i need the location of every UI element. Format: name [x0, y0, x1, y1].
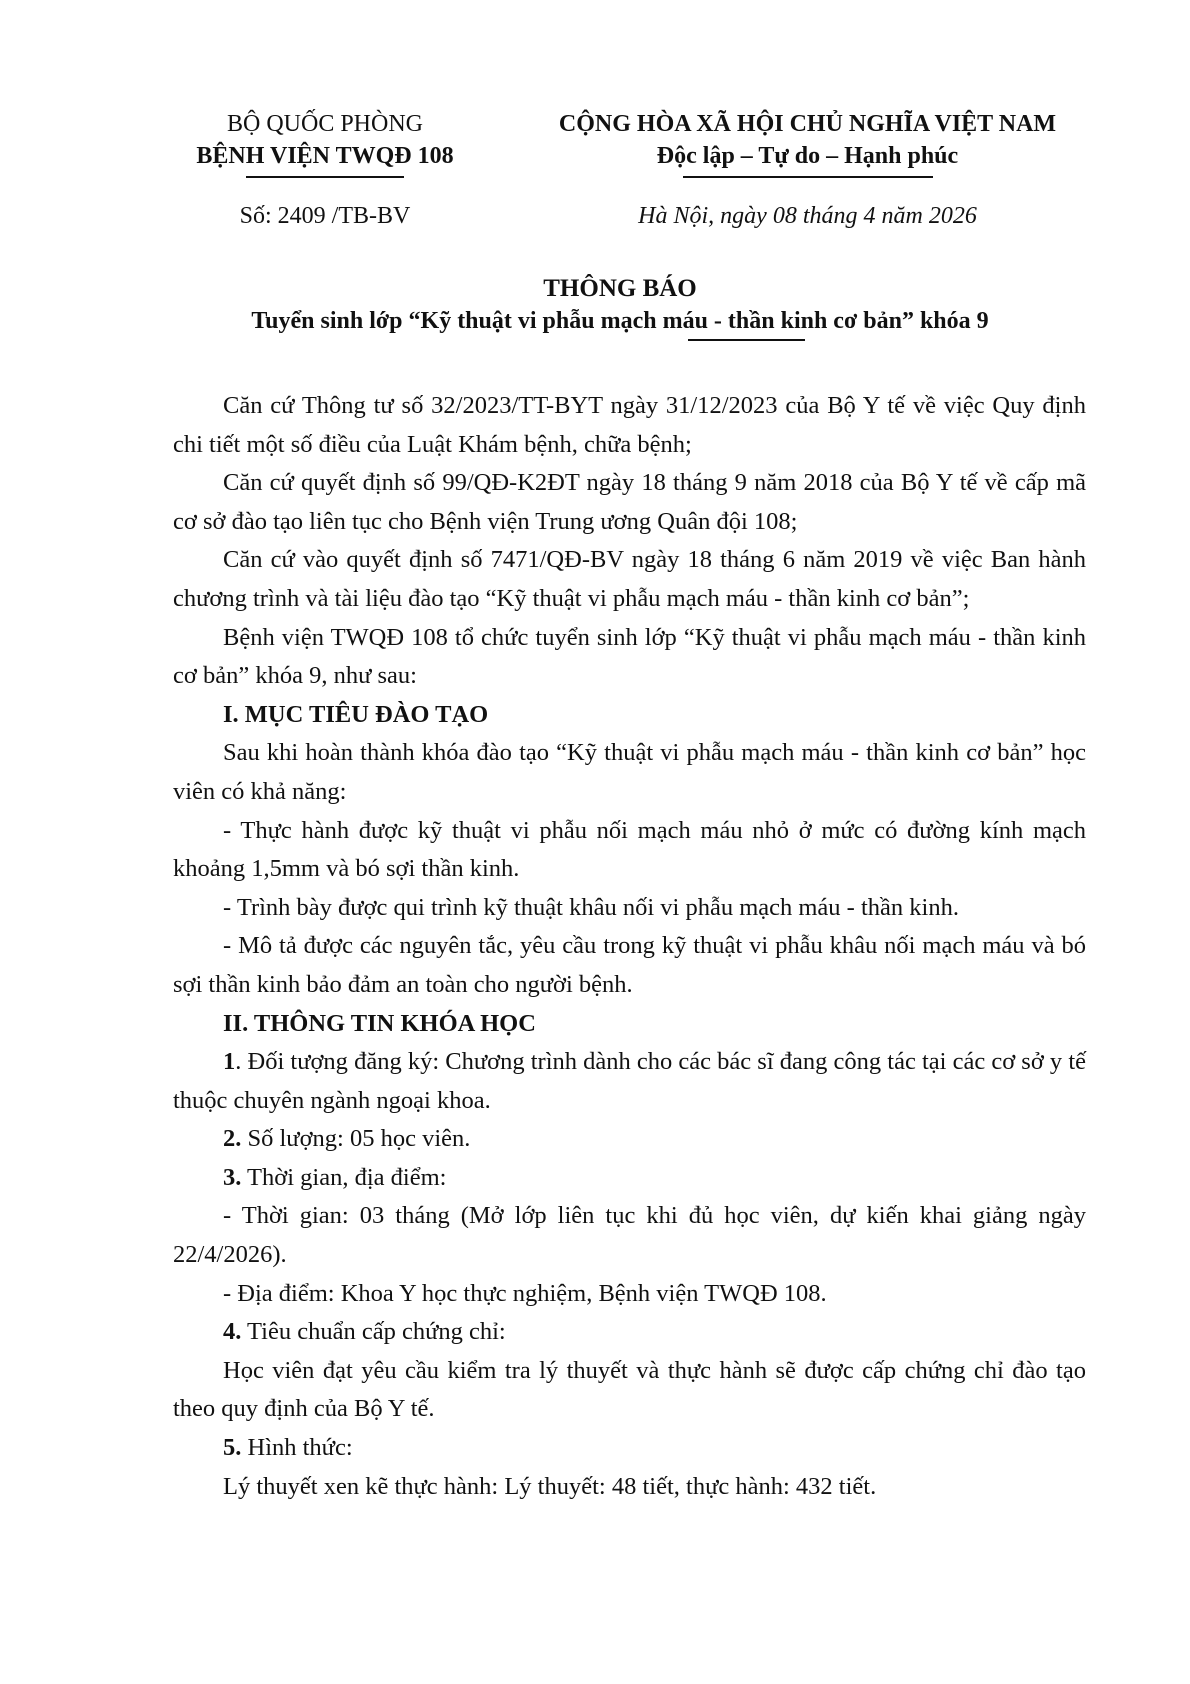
motto-underline	[683, 176, 933, 178]
document-number: Số: 2409 /TB-BV	[239, 203, 411, 229]
format-detail: Lý thuyết xen kẽ thực hành: Lý thuyết: 48 tiết, thực hành: 432 tiết.	[223, 1472, 877, 1500]
country-name: CỘNG HÒA XÃ HỘI CHỦ NGHĨA VIỆT NAM	[558, 111, 1057, 137]
title-underline	[688, 339, 805, 341]
basis-paragraph: Căn cứ Thông tư số 32/2023/TT-BYT ngày 31/12/2023 của Bộ Y tế về việc Quy định chi tiết một số điều của Luật Khám bệnh, chữa bệnh;	[173, 392, 1086, 458]
course-item-time-place	[173, 1159, 1086, 1198]
basis-paragraph: Bệnh viện TWQĐ 108 tổ chức tuyển sinh lớp “Kỹ thuật vi phẫu mạch máu - thần kinh cơ bản” khóa 9, như sau:	[173, 623, 1086, 690]
item-text: Thời gian, địa điểm:	[241, 1163, 447, 1191]
course-item-quantity	[173, 1120, 1086, 1159]
course-item-format	[173, 1429, 1086, 1468]
motto: Độc lập – Tự do – Hạnh phúc	[656, 143, 959, 169]
item-number: 2.	[223, 1125, 242, 1153]
objectives-intro: Sau khi hoàn thành khóa đào tạo “Kỹ thuật vi phẫu mạch máu - thần kinh cơ bản” học viên có khả năng:	[173, 739, 1086, 805]
item-text: Tiêu chuẩn cấp chứng chỉ:	[241, 1318, 506, 1346]
item-number: 5.	[223, 1434, 242, 1462]
national-header-block	[520, 108, 1095, 232]
objective-item: - Trình bày được qui trình kỹ thuật khâu nối vi phẫu mạch máu - thần kinh.	[223, 893, 959, 921]
item-text: Số lượng: 05 học viên.	[241, 1125, 471, 1153]
course-time: - Thời gian: 03 tháng (Mở lớp liên tục khi đủ học viên, dự kiến khai giảng ngày 22/4/2026).	[173, 1202, 1086, 1269]
basis-paragraph: Căn cứ vào quyết định số 7471/QĐ-BV ngày 18 tháng 6 năm 2019 về việc Ban hành chương trình và tài liệu đào tạo “Kỹ thuật vi phẫu mạch máu - thần kinh cơ bản”;	[173, 546, 1086, 612]
issuer-underline	[246, 176, 404, 178]
place-date: Hà Nội, ngày 08 tháng 4 năm 2026	[638, 203, 977, 229]
objective-item: - Mô tả được các nguyên tắc, yêu cầu trong kỹ thuật vi phẫu khâu nối mạch máu và bó sợi thần kinh bảo đảm an toàn cho người bệnh.	[173, 932, 1086, 998]
item-text: . Đối tượng đăng ký: Chương trình dành cho các bác sĩ đang công tác tại các cơ sở y tế thuộc chuyên ngành ngoại khoa.	[173, 1048, 1086, 1114]
issuer-block	[175, 108, 475, 232]
item-number: 1	[223, 1048, 236, 1076]
item-number: 3.	[223, 1163, 242, 1191]
document-subtitle: Tuyển sinh lớp “Kỹ thuật vi phẫu mạch máu - thần kinh cơ bản” khóa 9	[251, 308, 989, 334]
objective-item: - Thực hành được kỹ thuật vi phẫu nối mạch máu nhỏ ở mức có đường kính mạch khoảng 1,5mm và bó sợi thần kinh.	[173, 816, 1086, 883]
course-item-certificate	[173, 1313, 1086, 1352]
certificate-detail: Học viên đạt yêu cầu kiểm tra lý thuyết và thực hành sẽ được cấp chứng chỉ đào tạo theo quy định của Bộ Y tế.	[173, 1356, 1086, 1423]
document-body	[173, 387, 1086, 1506]
item-text: Hình thức:	[241, 1434, 353, 1462]
course-item-eligibility	[173, 1043, 1086, 1120]
hospital-name: BỆNH VIỆN TWQĐ 108	[196, 143, 454, 169]
section-heading-objectives: I. MỤC TIÊU ĐÀO TẠO	[223, 700, 489, 728]
basis-paragraph: Căn cứ quyết định số 99/QĐ-K2ĐT ngày 18 tháng 9 năm 2018 của Bộ Y tế về cấp mã cơ sở đào tạo liên tục cho Bệnh viện Trung ương Quân đội 108;	[173, 469, 1086, 535]
ministry-name: BỘ QUỐC PHÒNG	[226, 111, 424, 137]
section-heading-course-info: II. THÔNG TIN KHÓA HỌC	[223, 1009, 536, 1037]
document-title: THÔNG BÁO	[543, 275, 697, 302]
item-number: 4.	[223, 1318, 242, 1346]
course-place: - Địa điểm: Khoa Y học thực nghiệm, Bệnh viện TWQĐ 108.	[223, 1279, 827, 1307]
title-block	[120, 273, 1120, 341]
